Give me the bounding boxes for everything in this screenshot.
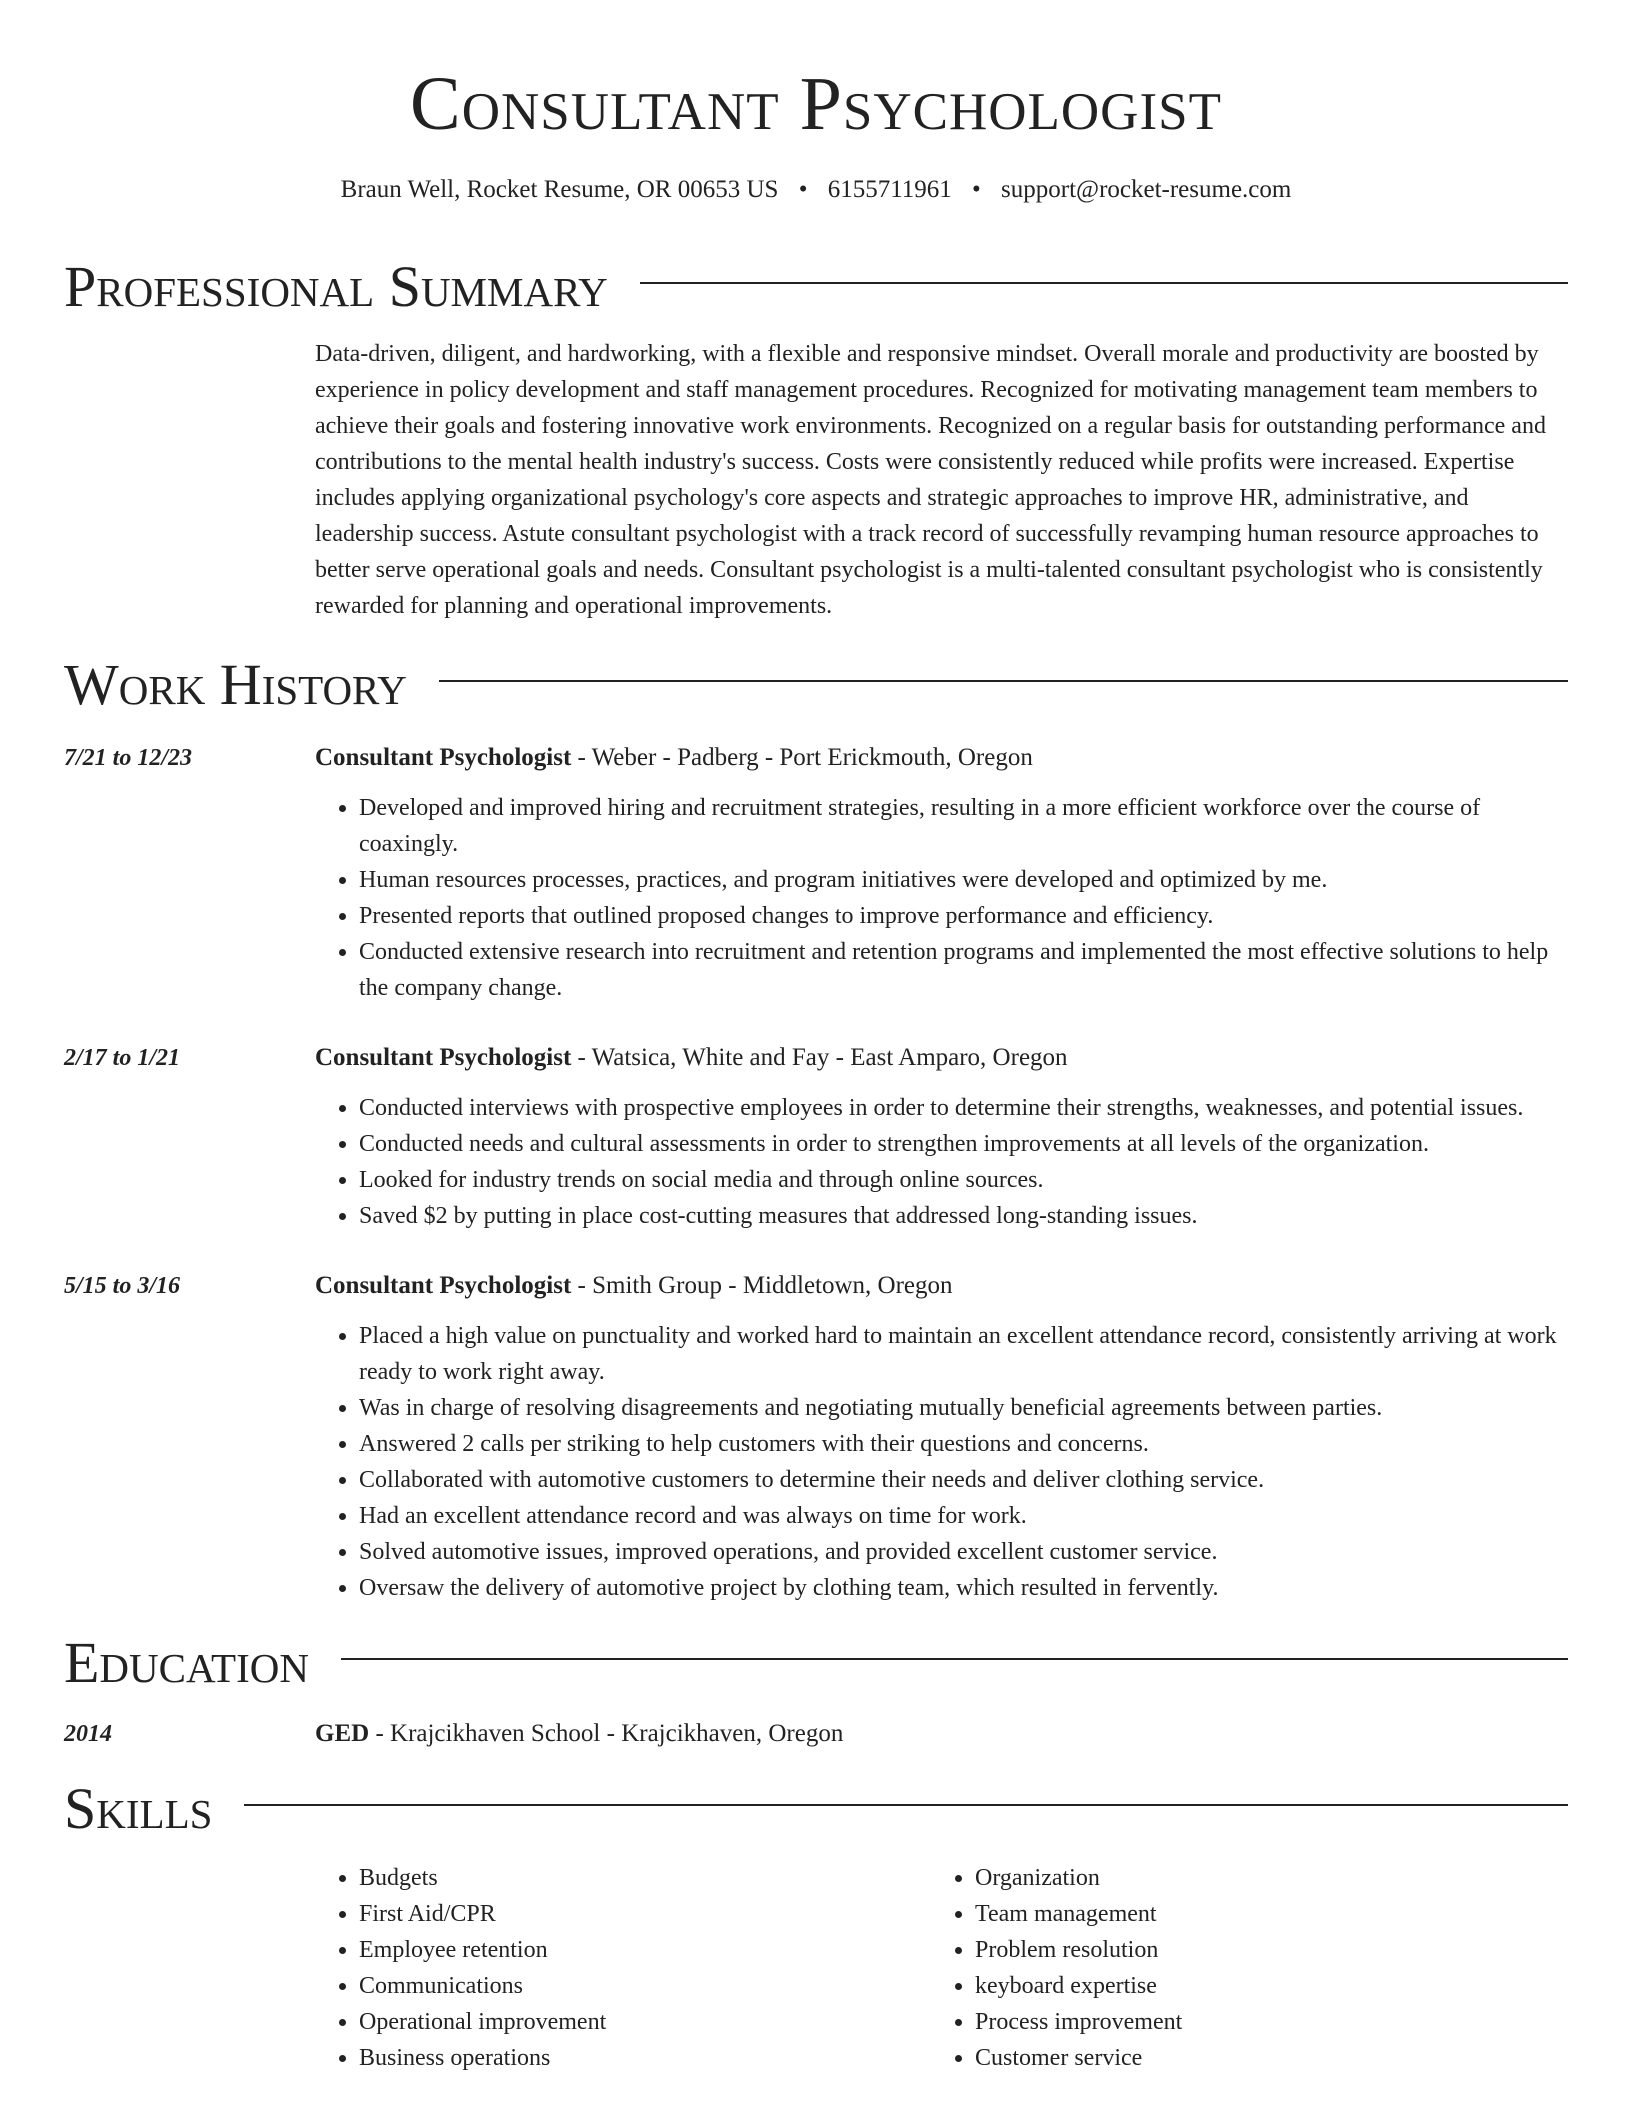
list-item: • Human resources processes, practices, and program initiatives were developed and optimized by me. <box>359 862 1568 898</box>
work-history-section <box>64 650 1568 1606</box>
list-item: • Conducted interviews with prospective employees in order to determine their strengths, weaknesses, and potential issues. <box>359 1090 1568 1126</box>
job-role: Consultant Psychologist <box>315 1044 572 1071</box>
section-heading <box>64 650 1568 720</box>
list-item: • Had an excellent attendance record and was always on time for work. <box>359 1498 1568 1534</box>
skill-item: • keyboard expertise <box>975 1968 1547 2004</box>
section-divider <box>439 680 1568 682</box>
list-item: • Was in charge of resolving disagreements and negotiating mutually beneficial agreements between parties. <box>359 1390 1568 1426</box>
degree: GED <box>315 1720 370 1747</box>
job-bullets <box>315 1090 1568 1234</box>
list-item: • Saved $2 by putting in place cost-cutting measures that addressed long-standing issues. <box>359 1198 1568 1234</box>
skill-item: • Employee retention <box>359 1932 931 1968</box>
job-employer: - Smith Group - Middletown, Oregon <box>571 1272 953 1299</box>
job-title <box>315 740 1568 776</box>
school: - Krajcikhaven School - Krajcikhaven, Oregon <box>369 1720 844 1747</box>
job-employer: - Watsica, White and Fay - East Amparo, Oregon <box>571 1044 1068 1071</box>
skill-item: • Customer service <box>975 2040 1547 2076</box>
section-title: Education <box>64 1630 309 1695</box>
list-item: • Solved automotive issues, improved operations, and provided excellent customer service. <box>359 1534 1568 1570</box>
skills-list <box>64 1860 1568 2076</box>
contact-line <box>64 174 1568 206</box>
list-item: • Oversaw the delivery of automotive project by clothing team, which resulted in fervently. <box>359 1570 1568 1606</box>
skill-item: • Problem resolution <box>975 1932 1547 1968</box>
list-item: • Collaborated with automotive customers to determine their needs and deliver clothing service. <box>359 1462 1568 1498</box>
job-entry <box>64 740 1568 1006</box>
job-entry <box>64 1268 1568 1606</box>
job-title <box>315 1040 1568 1076</box>
skills-column-left <box>315 1860 931 2076</box>
list-item: • Conducted needs and cultural assessments in order to strengthen improvements at all levels of the organization. <box>359 1126 1568 1162</box>
summary-row <box>64 336 1568 624</box>
education-entry <box>64 1716 1568 1752</box>
section-title: Skills <box>64 1776 213 1841</box>
resume-header <box>64 0 1568 206</box>
address: Braun Well, Rocket Resume, OR 00653 US <box>340 176 779 203</box>
list-item: • Answered 2 calls per striking to help customers with their questions and concerns. <box>359 1426 1568 1462</box>
skill-item: • Operational improvement <box>359 2004 931 2040</box>
skills-section <box>64 1774 1568 2076</box>
education-details <box>315 1716 1568 1752</box>
job-role: Consultant Psychologist <box>315 1272 572 1299</box>
section-heading <box>64 1628 1568 1698</box>
job-dates: 2/17 to 1/21 <box>64 1045 181 1071</box>
skill-item: • Team management <box>975 1896 1547 1932</box>
skill-item: • Communications <box>359 1968 931 2004</box>
separator: • <box>798 176 808 203</box>
summary-section <box>64 252 1568 624</box>
page-title: Consultant Psychologist <box>410 62 1222 146</box>
education-year: 2014 <box>64 1721 112 1747</box>
list-item: • Developed and improved hiring and recruitment strategies, resulting in a more efficient workforce over the course of coaxingly. <box>359 790 1568 862</box>
list-item: • Presented reports that outlined proposed changes to improve performance and efficiency. <box>359 898 1568 934</box>
skill-item: • Process improvement <box>975 2004 1547 2040</box>
summary-text: Data-driven, diligent, and hardworking, with a flexible and responsive mindset. Overall morale and productivity are boosted by experience in policy development and staff management procedures. Recognized for motivating management team members to achieve their goals and fostering innovative work environments. Recognized on a regular basis for outstanding performance and contributions to the mental health industry's success. Costs were consistently reduced while profits were increased. Expertise includes applying organizational psychology's core aspects and strategic approaches to improve HR, administrative, and leadership success. Astute consultant psychologist with a track record of successfully revamping human resource approaches to better serve operational goals and needs. Consultant psychologist is a multi-talented consultant psychologist who is consistently rewarded for planning and operational improvements. <box>315 341 1546 619</box>
job-role: Consultant Psychologist <box>315 744 572 771</box>
skill-item: • First Aid/CPR <box>359 1896 931 1932</box>
skill-item: • Budgets <box>359 1860 931 1896</box>
section-divider <box>244 1804 1568 1806</box>
section-divider <box>341 1658 1568 1660</box>
job-bullets <box>315 790 1568 1006</box>
skills-column-right <box>931 1860 1547 2076</box>
section-heading <box>64 252 1568 322</box>
education-section <box>64 1628 1568 1752</box>
job-title <box>315 1268 1568 1304</box>
phone: 6155711961 <box>827 176 952 203</box>
list-item: • Placed a high value on punctuality and worked hard to maintain an excellent attendance record, consistently arriving at work ready to work right away. <box>359 1318 1568 1390</box>
job-dates: 5/15 to 3/16 <box>64 1273 181 1299</box>
separator: • <box>972 176 981 203</box>
list-item: • Conducted extensive research into recruitment and retention programs and implemented the most effective solutions to help the company change. <box>359 934 1568 1006</box>
job-bullets <box>315 1318 1568 1606</box>
email: support@rocket-resume.com <box>1001 176 1292 203</box>
skill-item: • Organization <box>975 1860 1547 1896</box>
list-item: • Looked for industry trends on social media and through online sources. <box>359 1162 1568 1198</box>
section-heading <box>64 1774 1568 1844</box>
section-title: Professional Summary <box>64 254 608 319</box>
job-entry <box>64 1040 1568 1234</box>
skill-item: • Business operations <box>359 2040 931 2076</box>
section-title: Work History <box>64 652 407 717</box>
job-dates: 7/21 to 12/23 <box>64 745 193 771</box>
job-employer: - Weber - Padberg - Port Erickmouth, Oregon <box>571 744 1033 771</box>
section-divider <box>640 282 1568 284</box>
